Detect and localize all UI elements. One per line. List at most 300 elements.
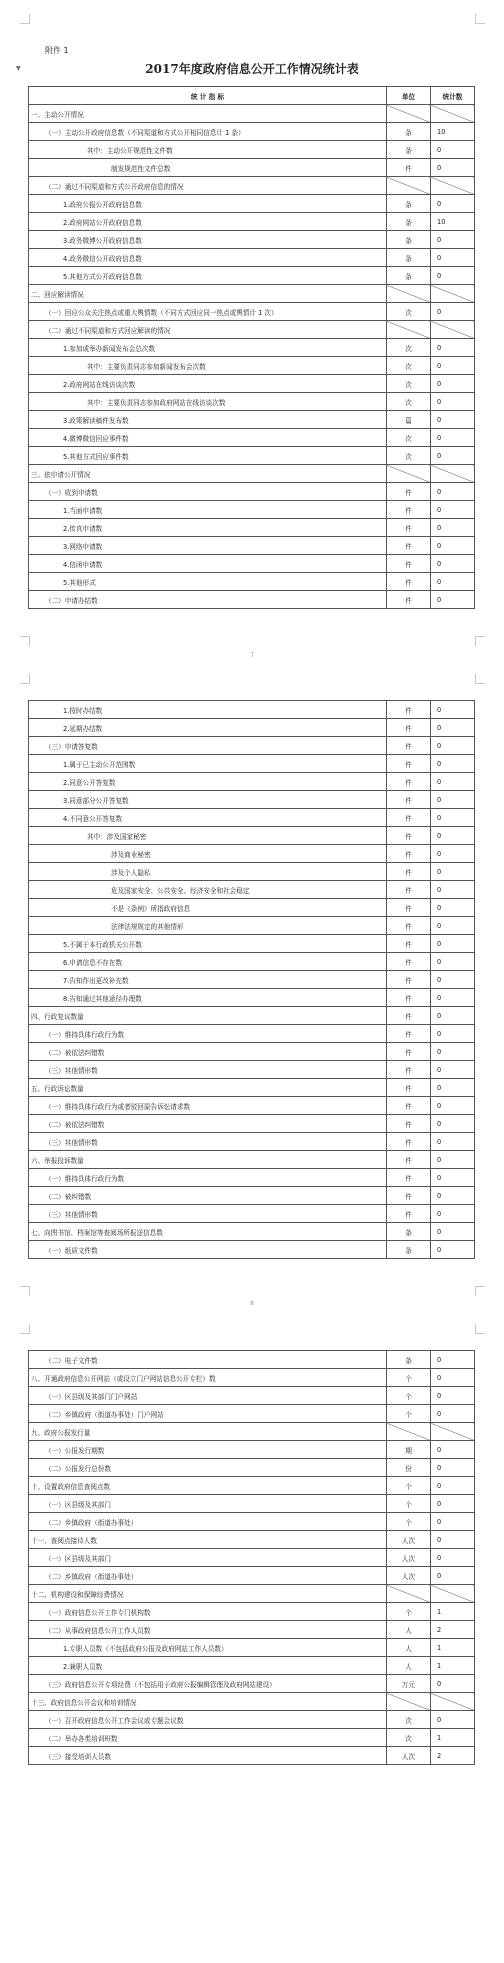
row-label: （一）维持具体行政行为数 <box>29 1169 387 1187</box>
table-row <box>29 701 475 719</box>
table-row <box>29 845 475 863</box>
row-value: 0 <box>431 917 475 935</box>
table-row <box>29 1675 475 1693</box>
row-value <box>431 1585 475 1603</box>
row-value: 0 <box>431 357 475 375</box>
row-value: 0 <box>431 1513 475 1531</box>
crop-mark <box>20 14 30 24</box>
row-label: 4.信函申请数 <box>29 555 387 573</box>
row-unit: 次 <box>387 303 431 321</box>
table-row <box>29 1369 475 1387</box>
table-row <box>29 1169 475 1187</box>
row-label: 4.微博微信回应事件数 <box>29 429 387 447</box>
table-row <box>29 465 475 483</box>
row-unit: 个 <box>387 1513 431 1531</box>
row-unit: 件 <box>387 773 431 791</box>
row-value: 0 <box>431 701 475 719</box>
row-value: 0 <box>431 1531 475 1549</box>
table-row <box>29 1223 475 1241</box>
table-row <box>29 1205 475 1223</box>
row-unit: 人次 <box>387 1549 431 1567</box>
table-row <box>29 555 475 573</box>
header-count: 统计数 <box>431 87 475 105</box>
row-unit: 件 <box>387 917 431 935</box>
table-row <box>29 1241 475 1259</box>
row-unit: 个 <box>387 1369 431 1387</box>
row-value: 0 <box>431 141 475 159</box>
row-label: 十一、查阅点接待人数 <box>29 1531 387 1549</box>
row-unit: 件 <box>387 1115 431 1133</box>
statistics-table-continued <box>28 700 475 1259</box>
table-row <box>29 1151 475 1169</box>
row-unit <box>387 1423 431 1441</box>
row-label: （三）其他情形数 <box>29 1133 387 1151</box>
table-row <box>29 1693 475 1711</box>
table-row <box>29 573 475 591</box>
table-row <box>29 1043 475 1061</box>
row-label: 其中：主动公开规范性文件数 <box>29 141 387 159</box>
row-label: （二）乡镇政府（街道办事处）门户网站 <box>29 1405 387 1423</box>
row-unit: 件 <box>387 719 431 737</box>
row-label: 5.其他方式公开政府信息数 <box>29 267 387 285</box>
table-row <box>29 953 475 971</box>
row-value: 0 <box>431 1675 475 1693</box>
table-row <box>29 537 475 555</box>
row-unit: 次 <box>387 375 431 393</box>
table-row <box>29 1441 475 1459</box>
row-value: 1 <box>431 1603 475 1621</box>
row-unit: 件 <box>387 573 431 591</box>
document-page-3 <box>0 1310 504 1963</box>
row-unit: 件 <box>387 791 431 809</box>
table-row <box>29 1459 475 1477</box>
row-label: 七、向图书馆、档案馆等查阅场所报送信息数 <box>29 1223 387 1241</box>
row-value: 0 <box>431 1061 475 1079</box>
row-label: 六、举报投诉数量 <box>29 1151 387 1169</box>
row-unit: 万元 <box>387 1675 431 1693</box>
row-value: 1 <box>431 1729 475 1747</box>
row-value: 0 <box>431 519 475 537</box>
row-value: 0 <box>431 537 475 555</box>
table-row <box>29 1405 475 1423</box>
row-label: （一）维持具体行政行为数 <box>29 1025 387 1043</box>
row-unit: 个 <box>387 1603 431 1621</box>
row-unit: 个 <box>387 1495 431 1513</box>
row-unit <box>387 105 431 123</box>
table-row <box>29 1007 475 1025</box>
crop-mark <box>475 636 485 646</box>
row-value: 0 <box>431 447 475 465</box>
row-unit: 件 <box>387 899 431 917</box>
row-unit: 件 <box>387 1007 431 1025</box>
row-label: （三）政府信息公开专项经费（不包括用于政府公报编辑管理及政府网站建设） <box>29 1675 387 1693</box>
row-unit: 次 <box>387 339 431 357</box>
row-value <box>431 465 475 483</box>
row-unit <box>387 285 431 303</box>
row-label: （一）主动公开政府信息数（不同渠道和方式公开相同信息计 1 条） <box>29 123 387 141</box>
paragraph-marker: ▼ <box>16 65 21 72</box>
crop-mark <box>20 1286 30 1296</box>
table-row <box>29 141 475 159</box>
table-row <box>29 411 475 429</box>
row-unit: 条 <box>387 123 431 141</box>
row-label: （一）公报发行期数 <box>29 1441 387 1459</box>
row-unit: 次 <box>387 393 431 411</box>
row-unit: 件 <box>387 1043 431 1061</box>
row-unit: 件 <box>387 827 431 845</box>
header-item: 统 计 指 标 <box>29 87 387 105</box>
row-label: 其中：涉及国家秘密 <box>29 827 387 845</box>
table-row <box>29 267 475 285</box>
row-unit: 件 <box>387 935 431 953</box>
row-unit: 件 <box>387 755 431 773</box>
row-unit: 个 <box>387 1477 431 1495</box>
row-unit: 人次 <box>387 1747 431 1765</box>
row-unit: 件 <box>387 159 431 177</box>
table-row <box>29 231 475 249</box>
row-unit: 件 <box>387 845 431 863</box>
row-unit: 条 <box>387 1351 431 1369</box>
row-label: 十二、机构建设和保障经费情况 <box>29 1585 387 1603</box>
row-value: 0 <box>431 1441 475 1459</box>
table-row <box>29 737 475 755</box>
row-label: （一）收到申请数 <box>29 483 387 501</box>
table-row <box>29 177 475 195</box>
row-value <box>431 285 475 303</box>
row-value: 2 <box>431 1621 475 1639</box>
row-value: 1 <box>431 1657 475 1675</box>
row-label: 法律法规规定的其他情形 <box>29 917 387 935</box>
row-label: （三）其他情形数 <box>29 1205 387 1223</box>
row-unit <box>387 1585 431 1603</box>
row-value: 0 <box>431 935 475 953</box>
row-value: 0 <box>431 1133 475 1151</box>
table-row <box>29 1603 475 1621</box>
row-value: 0 <box>431 791 475 809</box>
page-number: 7 <box>250 652 254 659</box>
row-unit: 件 <box>387 737 431 755</box>
header-unit: 单位 <box>387 87 431 105</box>
row-value: 0 <box>431 899 475 917</box>
table-row <box>29 339 475 357</box>
table-row <box>29 195 475 213</box>
row-value: 0 <box>431 231 475 249</box>
row-label: （一）召开政府信息公开工作会议或专题会议数 <box>29 1711 387 1729</box>
crop-mark <box>20 674 30 684</box>
document-page-1 <box>0 0 504 660</box>
table-row <box>29 357 475 375</box>
row-label: 5.其他方式回应事件数 <box>29 447 387 465</box>
table-row <box>29 447 475 465</box>
table-row <box>29 105 475 123</box>
row-value <box>431 177 475 195</box>
table-row <box>29 159 475 177</box>
row-label: （一）回应公众关注热点或重大舆情数（不同方式回应同一热点或舆情计 1 次） <box>29 303 387 321</box>
row-label: 3.同意部分公开答复数 <box>29 791 387 809</box>
table-row <box>29 1495 475 1513</box>
row-label: （二）被依法纠错数 <box>29 1043 387 1061</box>
table-row <box>29 755 475 773</box>
table-row <box>29 881 475 899</box>
table-row <box>29 1133 475 1151</box>
row-value: 0 <box>431 1241 475 1259</box>
row-value <box>431 105 475 123</box>
row-value: 0 <box>431 249 475 267</box>
row-unit: 次 <box>387 357 431 375</box>
table-row <box>29 1423 475 1441</box>
row-value: 0 <box>431 1187 475 1205</box>
table-row <box>29 1187 475 1205</box>
table-row <box>29 1115 475 1133</box>
row-label: 2.兼职人员数 <box>29 1657 387 1675</box>
row-label: （一）区县级及其部门门户网站 <box>29 1387 387 1405</box>
row-label: 十三、政府信息公开会议和培训情况 <box>29 1693 387 1711</box>
table-row <box>29 213 475 231</box>
row-value: 0 <box>431 483 475 501</box>
row-unit: 件 <box>387 537 431 555</box>
row-unit: 次 <box>387 1729 431 1747</box>
row-value: 0 <box>431 845 475 863</box>
row-unit: 件 <box>387 591 431 609</box>
row-value: 0 <box>431 989 475 1007</box>
table-row <box>29 501 475 519</box>
row-unit <box>387 465 431 483</box>
table-row <box>29 899 475 917</box>
row-unit: 条 <box>387 195 431 213</box>
row-unit: 件 <box>387 953 431 971</box>
row-value: 0 <box>431 1025 475 1043</box>
row-value: 1 <box>431 1639 475 1657</box>
table-row <box>29 1097 475 1115</box>
row-label: 制发规范性文件总数 <box>29 159 387 177</box>
row-unit: 人次 <box>387 1567 431 1585</box>
table-row <box>29 483 475 501</box>
row-unit: 期 <box>387 1441 431 1459</box>
row-label: （二）电子文件数 <box>29 1351 387 1369</box>
row-label: 其中：主要负责同志参加新闻发布会次数 <box>29 357 387 375</box>
row-label: （一）政府信息公开工作专门机构数 <box>29 1603 387 1621</box>
row-value: 0 <box>431 881 475 899</box>
row-unit <box>387 177 431 195</box>
row-unit <box>387 321 431 339</box>
table-row <box>29 1585 475 1603</box>
table-row <box>29 1621 475 1639</box>
row-value: 0 <box>431 1549 475 1567</box>
row-unit: 人 <box>387 1657 431 1675</box>
row-unit: 件 <box>387 989 431 1007</box>
crop-mark <box>475 14 485 24</box>
row-label: 1.属于已主动公开范围数 <box>29 755 387 773</box>
table-row <box>29 1351 475 1369</box>
row-label: 1.参加或举办新闻发布会总次数 <box>29 339 387 357</box>
row-value: 0 <box>431 809 475 827</box>
row-value: 0 <box>431 159 475 177</box>
row-label: 五、行政诉讼数量 <box>29 1079 387 1097</box>
row-value: 2 <box>431 1747 475 1765</box>
row-unit: 件 <box>387 809 431 827</box>
row-label: 1.专职人员数（不包括政府公报及政府网站工作人员数） <box>29 1639 387 1657</box>
table-row <box>29 809 475 827</box>
row-unit: 条 <box>387 141 431 159</box>
row-label: （二）被依法纠错数 <box>29 1115 387 1133</box>
row-value: 0 <box>431 267 475 285</box>
row-unit: 人 <box>387 1621 431 1639</box>
table-row <box>29 321 475 339</box>
row-unit: 件 <box>387 1187 431 1205</box>
row-value <box>431 321 475 339</box>
row-label: 5.不属于本行政机关公开数 <box>29 935 387 953</box>
row-label: （一）纸质文件数 <box>29 1241 387 1259</box>
row-unit: 次 <box>387 1711 431 1729</box>
row-value <box>431 1693 475 1711</box>
row-label: 九、政府公报发行量 <box>29 1423 387 1441</box>
row-value: 0 <box>431 755 475 773</box>
table-row <box>29 285 475 303</box>
table-row <box>29 1531 475 1549</box>
row-unit: 个 <box>387 1387 431 1405</box>
row-label: 7.告知作出更改补充数 <box>29 971 387 989</box>
row-value: 0 <box>431 971 475 989</box>
row-unit: 件 <box>387 1133 431 1151</box>
row-value: 0 <box>431 1495 475 1513</box>
row-label: （二）乡镇政府（街道办事处） <box>29 1567 387 1585</box>
row-unit: 件 <box>387 1097 431 1115</box>
document-title: 2017年度政府信息公开工作情况统计表 <box>145 62 359 76</box>
row-value: 0 <box>431 591 475 609</box>
row-value: 0 <box>431 1097 475 1115</box>
row-label: 2.传真申请数 <box>29 519 387 537</box>
row-value: 0 <box>431 1079 475 1097</box>
table-row <box>29 773 475 791</box>
row-value: 0 <box>431 303 475 321</box>
row-value: 0 <box>431 1459 475 1477</box>
row-label: 1.政府公报公开政府信息数 <box>29 195 387 213</box>
row-unit: 条 <box>387 213 431 231</box>
table-row <box>29 1747 475 1765</box>
table-row <box>29 591 475 609</box>
row-unit: 件 <box>387 1079 431 1097</box>
table-row <box>29 249 475 267</box>
row-value: 0 <box>431 501 475 519</box>
row-unit: 件 <box>387 881 431 899</box>
row-unit: 件 <box>387 1151 431 1169</box>
row-unit: 件 <box>387 1205 431 1223</box>
row-unit: 件 <box>387 701 431 719</box>
table-row <box>29 935 475 953</box>
row-unit: 个 <box>387 1405 431 1423</box>
row-label: 涉及个人隐私 <box>29 863 387 881</box>
row-label: 十、设置政府信息查阅点数 <box>29 1477 387 1495</box>
row-value: 0 <box>431 1711 475 1729</box>
table-row <box>29 1061 475 1079</box>
row-value <box>431 1423 475 1441</box>
attachment-label: 附件 1 <box>45 46 69 55</box>
row-value: 0 <box>431 429 475 447</box>
row-label: 其中：主要负责同志参加政府网站在线访谈次数 <box>29 393 387 411</box>
row-label: （二）通过不同渠道和方式公开政府信息的情况 <box>29 177 387 195</box>
table-row <box>29 917 475 935</box>
row-unit: 件 <box>387 971 431 989</box>
row-label: （二）被纠错数 <box>29 1187 387 1205</box>
table-row <box>29 1025 475 1043</box>
row-unit: 人次 <box>387 1531 431 1549</box>
row-label: （二）举办各类培训班数 <box>29 1729 387 1747</box>
row-unit: 件 <box>387 519 431 537</box>
table-row <box>29 1567 475 1585</box>
table-row <box>29 1079 475 1097</box>
row-unit: 件 <box>387 1025 431 1043</box>
row-unit: 篇 <box>387 411 431 429</box>
row-value: 0 <box>431 339 475 357</box>
row-value: 0 <box>431 393 475 411</box>
row-unit: 条 <box>387 231 431 249</box>
crop-mark <box>475 1324 485 1334</box>
row-label: 四、行政复议数量 <box>29 1007 387 1025</box>
row-label: 6.申请信息不存在数 <box>29 953 387 971</box>
row-value: 0 <box>431 1351 475 1369</box>
row-value: 0 <box>431 1205 475 1223</box>
row-unit: 次 <box>387 447 431 465</box>
row-label: 8.告知通过其他途径办理数 <box>29 989 387 1007</box>
row-value: 10 <box>431 123 475 141</box>
row-label: （三）申请答复数 <box>29 737 387 755</box>
row-label: （一）区县级及其部门 <box>29 1549 387 1567</box>
row-label: 一、主动公开情况 <box>29 105 387 123</box>
table-row <box>29 1513 475 1531</box>
row-unit: 件 <box>387 555 431 573</box>
row-label: （三）接受培训人员数 <box>29 1747 387 1765</box>
row-value: 0 <box>431 411 475 429</box>
table-row <box>29 1387 475 1405</box>
table-header-row <box>29 87 475 105</box>
table-row <box>29 303 475 321</box>
row-value: 0 <box>431 573 475 591</box>
row-label: 八、开通政府信息公开网站（或设立门户网站信息公开专栏）数 <box>29 1369 387 1387</box>
row-label: 2.政府网站公开政府信息数 <box>29 213 387 231</box>
row-value: 0 <box>431 773 475 791</box>
row-unit: 人 <box>387 1639 431 1657</box>
row-value: 0 <box>431 195 475 213</box>
row-label: 1.当面申请数 <box>29 501 387 519</box>
row-unit: 条 <box>387 1241 431 1259</box>
row-label: 不是《条例》所指政府信息 <box>29 899 387 917</box>
table-row <box>29 123 475 141</box>
row-unit: 次 <box>387 429 431 447</box>
table-row <box>29 1711 475 1729</box>
row-unit: 条 <box>387 1223 431 1241</box>
table-row <box>29 989 475 1007</box>
crop-mark <box>20 636 30 646</box>
crop-mark <box>475 674 485 684</box>
row-unit: 件 <box>387 501 431 519</box>
row-label: 2.延期办结数 <box>29 719 387 737</box>
row-label: （一）维持具体行政行为或者驳回原告诉讼请求数 <box>29 1097 387 1115</box>
row-value: 0 <box>431 719 475 737</box>
row-unit <box>387 1693 431 1711</box>
row-value: 0 <box>431 1169 475 1187</box>
row-label: （三）其他情形数 <box>29 1061 387 1079</box>
row-unit: 份 <box>387 1459 431 1477</box>
row-label: 3.网络申请数 <box>29 537 387 555</box>
table-row <box>29 429 475 447</box>
row-label: 危及国家安全、公共安全、经济安全和社会稳定 <box>29 881 387 899</box>
table-row <box>29 971 475 989</box>
row-label: （二）乡镇政府（街道办事处） <box>29 1513 387 1531</box>
row-value: 0 <box>431 1567 475 1585</box>
row-value: 0 <box>431 1387 475 1405</box>
row-value: 0 <box>431 1007 475 1025</box>
row-unit: 件 <box>387 483 431 501</box>
